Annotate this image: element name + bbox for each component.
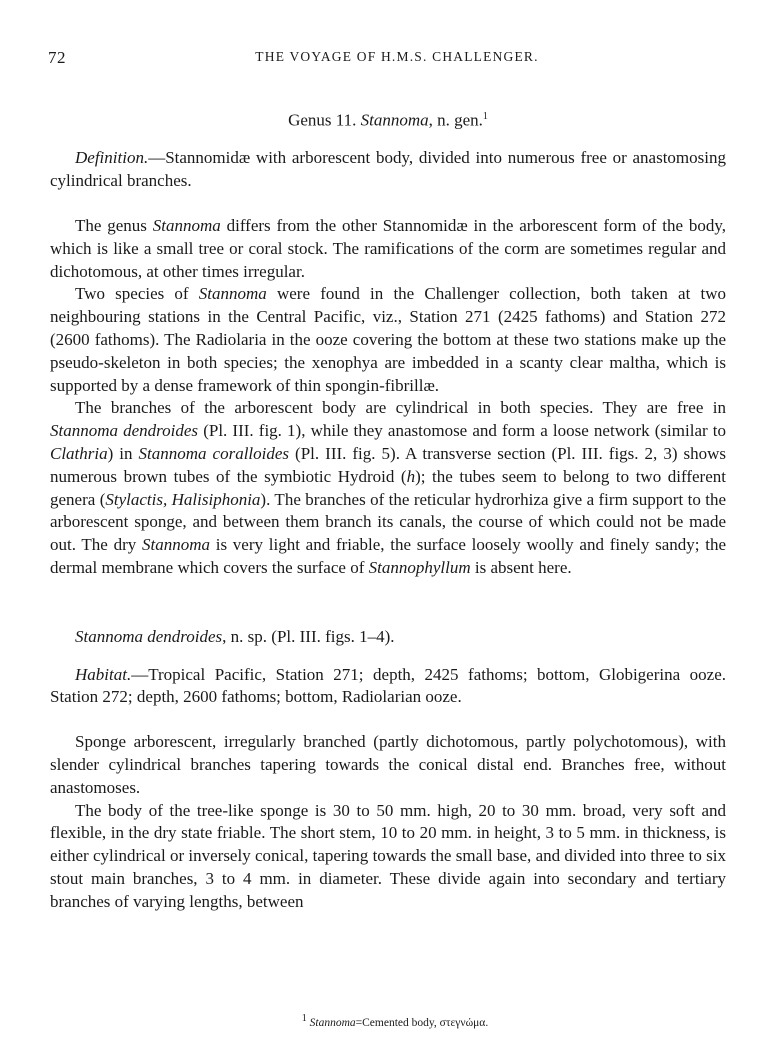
footnote-term: Stannoma bbox=[309, 1016, 356, 1029]
text-run: (Pl. III. fig. 1), while they anastomose and form a loose network (similar to bbox=[198, 421, 727, 441]
footnote-text: =Cemented body, στεγνώμα. bbox=[355, 1016, 489, 1029]
text-run: were found in the Challenger collection, both taken at two neighbouring stations in the Central Pacific, viz., Station 271 (2425 fathoms) and Station 272 (2600 fathoms). The Radiolaria in the ooze covering the bottom at these two stations make up the pseudo-skeleton in both species; the xenophya are imbedded in a scanty clear maltha, which is supported by a dense framework of thin spongin-fibrillæ. bbox=[50, 284, 726, 395]
italic-run: Clathria bbox=[50, 444, 108, 464]
italic-run: Stannoma bbox=[198, 284, 267, 304]
paragraph-body-description: The body of the tree-like sponge is 30 to 50 mm. high, 20 to 30 mm. broad, very soft and flexible, in the dry state friable. The short stem, 10 to 20 mm. in height, 3 to 5 mm. in thickness, is either cylindrical or inversely conical, tapering towards the small base, and divided into three to six stout main branches, 3 to 4 mm. in diameter. These divide again into secondary and tertiary branches of varying lengths, between bbox=[50, 800, 726, 911]
paragraph-sponge-arborescent: Sponge arborescent, irregularly branched (partly dichotomous, partly polychotomous), with slender cylindrical branches tapering towards the conical distal end. Branches free, without anastomoses. bbox=[50, 732, 726, 797]
main-text bbox=[50, 106, 726, 914]
text-run: is absent here. bbox=[470, 558, 572, 577]
habitat-text: —Tropical Pacific, Station 271; depth, 2425 fathoms; bottom, Globigerina ooze. Station 272; depth, 2600 fathoms; bottom, Radiolarian ooze. bbox=[50, 664, 726, 707]
habitat-label: Habitat. bbox=[75, 664, 132, 684]
text-run: ); the tubes seem to belong to two different genera ( bbox=[50, 466, 726, 509]
text-run: differs from the other Stannomidæ in the arborescent form of the body, which is like a small tree or coral stock. The ramifications of the corm are sometimes regular and dichotomous, at other times irregular. bbox=[50, 216, 726, 281]
genus-prefix: Genus 11. bbox=[288, 110, 361, 130]
paragraph-two-species bbox=[50, 283, 726, 397]
genus-name: Stannoma bbox=[360, 110, 429, 130]
footnote bbox=[0, 1013, 776, 1029]
italic-run: Stannophyllum bbox=[368, 558, 471, 577]
paragraph-branches bbox=[50, 397, 726, 579]
italic-run: Stannoma coralloides bbox=[138, 444, 290, 464]
definition-text: —Stannomidæ with arborescent body, divided into numerous free or anastomosing cylindrical branches. bbox=[50, 148, 726, 191]
running-title: THE VOYAGE OF H.M.S. CHALLENGER. bbox=[255, 49, 539, 64]
italic-run: Stannoma bbox=[152, 216, 221, 236]
definition-paragraph bbox=[50, 147, 726, 193]
italic-run: h bbox=[406, 466, 416, 486]
text-run: ) in bbox=[107, 444, 139, 464]
species-rest: , n. sp. (Pl. III. figs. 1–4). bbox=[222, 626, 395, 646]
text-run: ). The branches of the reticular hydrorhiza give a firm support to the arborescent sponge, and between them branch its canals, the course of which could not be made out. The dry bbox=[50, 489, 726, 555]
page-header bbox=[48, 48, 726, 70]
habitat-paragraph bbox=[50, 664, 726, 710]
text-run: The genus bbox=[75, 216, 153, 236]
text-run: The branches of the arborescent body are cylindrical in both species. They are free in bbox=[75, 398, 726, 418]
genus-heading bbox=[50, 106, 726, 132]
definition-label: Definition. bbox=[75, 148, 149, 168]
footnote-ref: 1 bbox=[482, 111, 488, 122]
text-run: Two species of bbox=[75, 284, 199, 304]
italic-run: Stylactis, Halisiphonia bbox=[105, 489, 261, 509]
footnote-mark: 1 bbox=[301, 1013, 307, 1024]
text-run: (Pl. III. fig. 5). A transverse section (Pl. III. figs. 2, 3) shows numerous brown tubes of the symbiotic Hydroid ( bbox=[50, 444, 726, 486]
page-number: 72 bbox=[48, 48, 66, 67]
genus-suffix: , n. gen. bbox=[428, 110, 483, 130]
italic-run: Stannoma bbox=[141, 535, 210, 555]
species-name: Stannoma dendroides bbox=[75, 626, 223, 646]
paragraph-genus-differs bbox=[50, 215, 726, 283]
species-heading bbox=[50, 626, 726, 649]
italic-run: Stannoma dendroides bbox=[50, 421, 199, 441]
text-run: is very light and friable, the surface loosely woolly and finely sandy; the dermal membrane which covers the surface of bbox=[50, 535, 726, 577]
